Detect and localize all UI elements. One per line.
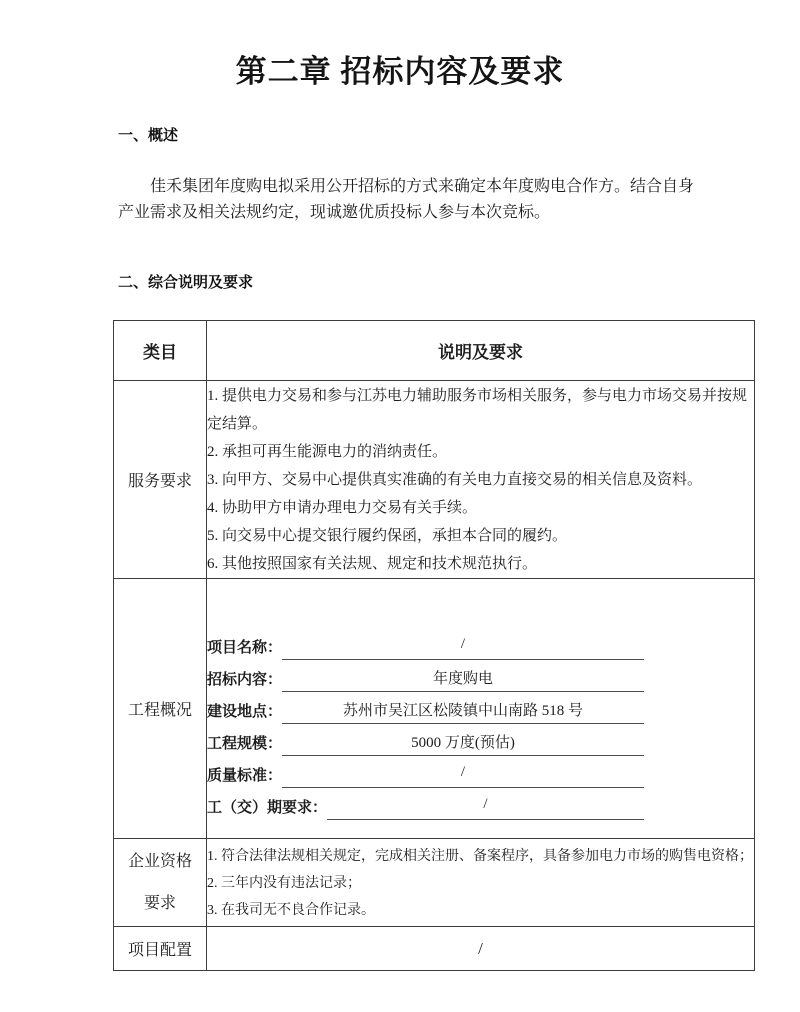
- service-item: 4. 协助甲方申请办理电力交易有关手续。: [207, 499, 478, 516]
- header-description: 说明及要求: [207, 321, 755, 381]
- field-tender-content: [207, 660, 644, 692]
- service-item: 1. 提供电力交易和参与江苏电力辅助服务市场相关服务，参与电力市场交易并按规定结算。: [207, 387, 748, 432]
- field-label: 建设地点：: [207, 702, 283, 720]
- header-category: 类目: [114, 321, 207, 381]
- service-item: 3. 向甲方、交易中心提供真实准确的有关电力直接交易的相关信息及资料。: [207, 471, 703, 488]
- service-item: 6. 其他按照国家有关法规、规定和技术规范执行。: [207, 555, 538, 572]
- overview-row-content: [207, 579, 755, 839]
- field-value-underline: 5000 万度(预估): [282, 731, 644, 756]
- qualification-item: 1. 符合法律法规相关规定，完成相关注册、备案程序，具备参加电力市场的购售电资格；: [207, 849, 753, 864]
- table-row-project-config: [114, 927, 755, 971]
- config-row-value: /: [207, 927, 755, 971]
- field-label: 工（交）期要求：: [207, 798, 328, 816]
- field-project-name: [207, 628, 644, 660]
- qualification-label-line: 要求: [143, 894, 176, 912]
- requirements-table: [113, 320, 755, 971]
- section-heading-requirements: 二、综合说明及要求: [118, 274, 254, 291]
- field-construction-site: [207, 692, 644, 724]
- field-quality-standard: [207, 756, 644, 788]
- field-value-underline: /: [327, 796, 644, 820]
- qualification-item: 2. 三年内没有违法记录；: [207, 876, 361, 891]
- field-value-underline: /: [282, 636, 644, 660]
- service-item: 5. 向交易中心提交银行履约保函，承担本合同的履约。: [207, 527, 568, 544]
- section-heading-overview: 一、概述: [118, 127, 179, 144]
- chapter-title: 第二章 招标内容及要求: [235, 54, 565, 89]
- field-label: 质量标准：: [207, 766, 283, 784]
- field-label: 工程规模：: [207, 734, 283, 752]
- field-project-scale: [207, 724, 644, 756]
- table-row-project-overview: [114, 579, 755, 839]
- overview-paragraph: 佳禾集团年度购电拟采用公开招标的方式来确定本年度购电合作方。结合自身产业需求及相关法规约定，现诚邀优质投标人参与本次竞标。: [118, 178, 695, 221]
- field-label: 项目名称：: [207, 638, 283, 656]
- table-header-row: [114, 321, 755, 381]
- config-row-label: 项目配置: [114, 927, 207, 971]
- table-row-service: [114, 381, 755, 579]
- qualification-label-line: 企业资格: [127, 852, 192, 870]
- table-row-qualification: [114, 839, 755, 927]
- field-value-underline: 年度购电: [282, 667, 644, 692]
- overview-row-label: 工程概况: [114, 579, 207, 839]
- field-label: 招标内容：: [207, 670, 283, 688]
- field-value-underline: 苏州市吴江区松陵镇中山南路 518 号: [282, 699, 644, 724]
- service-item: 2. 承担可再生能源电力的消纳责任。: [207, 443, 448, 460]
- service-row-label: 服务要求: [114, 381, 207, 579]
- qualification-item: 3. 在我司无不良合作记录。: [207, 903, 375, 918]
- qualification-row-label: [114, 839, 207, 927]
- field-value-underline: /: [282, 764, 644, 788]
- field-delivery-period: [207, 788, 644, 820]
- qualification-row-content: [207, 839, 755, 927]
- service-row-content: [207, 381, 755, 579]
